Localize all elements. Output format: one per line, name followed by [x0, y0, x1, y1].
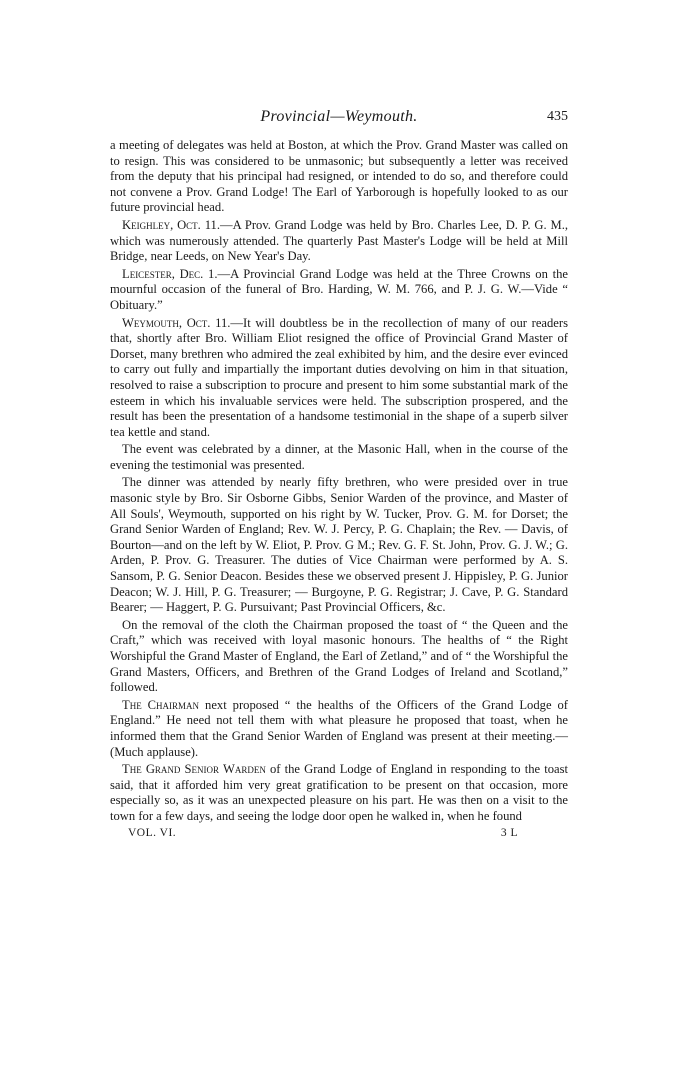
- document-page: [110, 108, 568, 843]
- page-number: 435: [547, 109, 568, 124]
- paragraph-weymouth: [110, 316, 568, 441]
- paragraph-text: —A Prov. Grand Lodge was held by Bro. Charles Lee, D. P. G. M., which was numerously attended. The quarterly Past Master's Lodge will be held at Mill Bridge, near Leeds, on New Year's Day.: [110, 217, 568, 264]
- volume-label: VOL. VI.: [128, 826, 177, 839]
- signature-mark: 3 L: [500, 826, 518, 839]
- paragraph-grand-senior-warden: [110, 762, 568, 824]
- article-body: [110, 138, 568, 825]
- paragraph-text: a meeting of delegates was held at Boston, at which the Prov. Grand Master was called on to resign. This was considered to be unmasonic; but subsequently a letter was received from the deputy that his principal had resigned, or intended to do so, and therefore could not convene a Prov. Grand Lodge! The Earl of Yarborough is hopefully looked to as our future provincial head.: [110, 138, 568, 215]
- paragraph-toasts: [110, 618, 568, 696]
- paragraph-text: On the removal of the cloth the Chairman proposed the toast of “ the Queen and the Craft,” which was received with loyal masonic honours. The healths of “ the Right Worshipful the Grand Master of England, the Earl of Zetland,” and of “ the Worshipful the Grand Masters, Officers, and Brethren of the Grand Lodges of Ireland and Scotland,” followed.: [110, 617, 568, 695]
- paragraph-text: The event was celebrated by a dinner, at the Masonic Hall, when in the course of the evening the testimonial was presented.: [110, 442, 568, 472]
- paragraph-dinner: [110, 475, 568, 615]
- paragraph-text: —A Provincial Grand Lodge was held at the Three Crowns on the mournful occasion of the funeral of Bro. Harding, W. M. 766, and P. J. G. W.—Vide “ Obituary.”: [110, 266, 569, 312]
- paragraph-event: [110, 442, 568, 473]
- page-footer: [110, 827, 568, 843]
- paragraph-text: The dinner was attended by nearly fifty brethren, who were presided over in true masonic style by Bro. Sir Osborne Gibbs, Senior Warden of the province, and Master of All Souls', Weymouth, supported on his right by W. Tucker, Prov. G. M. for Dorset; the Grand Senior Warden of England; Rev. W. J. Percy, P. G. Chaplain; the Rev. — Davis, of Bourton—and on the left by W. Eliot, P. Prov. G M.; Rev. G. F. St. John, Prov. G. J. W.; G. Arden, P. Prov. G. Treasurer. The duties of Vice Chairman were performed by A. S. Sansom, P. G. Senior Deacon. Besides these we observed present J. Hippisley, P. G. Junior Deacon; W. J. Hill, P. G. Treasurer; — Burgoyne, P. G. Registrar; J. Cave, P. G. Standard Bearer; — Haggert, P. G. Pursuivant; Past Provincial Officers, &c.: [110, 475, 568, 615]
- paragraph-lead: The Grand Senior Warden: [122, 762, 266, 777]
- paragraph-lead: Leicester, Dec. 1.: [122, 266, 218, 281]
- paragraph-text: —It will doubtless be in the recollection of many of our readers that, shortly after Bro. William Eliot resigned the office of Provincial Grand Master of Dorset, many brethren who admired the zeal exhibited by him, and the desire ever evinced to carry out fully and impartially the important duties devolving on him in that situation, resolved to raise a subscription to procure and present to him some substantial mark of the esteem in which his invaluable services were held. The subscription prospered, and the result has been the presentation of a handsome testimonial in the shape of a superb silver tea kettle and stand.: [110, 315, 568, 439]
- paragraph-text: next proposed “ the healths of the Officers of the Grand Lodge of England.” He need not tell them with what pleasure he proposed that toast, when he informed them that the Grand Senior Warden of England was present at their meeting.—(Much applause).: [110, 697, 568, 759]
- paragraph-lead: Keighley, Oct. 11.: [122, 217, 220, 232]
- paragraph-lead: The Chairman: [122, 697, 200, 712]
- paragraph-keighley: [110, 218, 568, 265]
- paragraph-leicester: [110, 267, 568, 314]
- paragraph-chairman: [110, 698, 568, 760]
- paragraph-boston-meeting: [110, 138, 568, 216]
- running-title: Provincial—Weymouth.: [260, 108, 418, 125]
- paragraph-text: of the Grand Lodge of England in responding to the toast said, that it afforded him very great gratification to be present on that occasion, more especially so, as it was an unexpected pleasure on his part. He was then on a visit to the town for a few days, and seeing the lodge door open he walked in, when he found: [110, 762, 569, 823]
- paragraph-lead: Weymouth, Oct. 11.: [122, 315, 231, 330]
- page-header: [110, 108, 568, 132]
